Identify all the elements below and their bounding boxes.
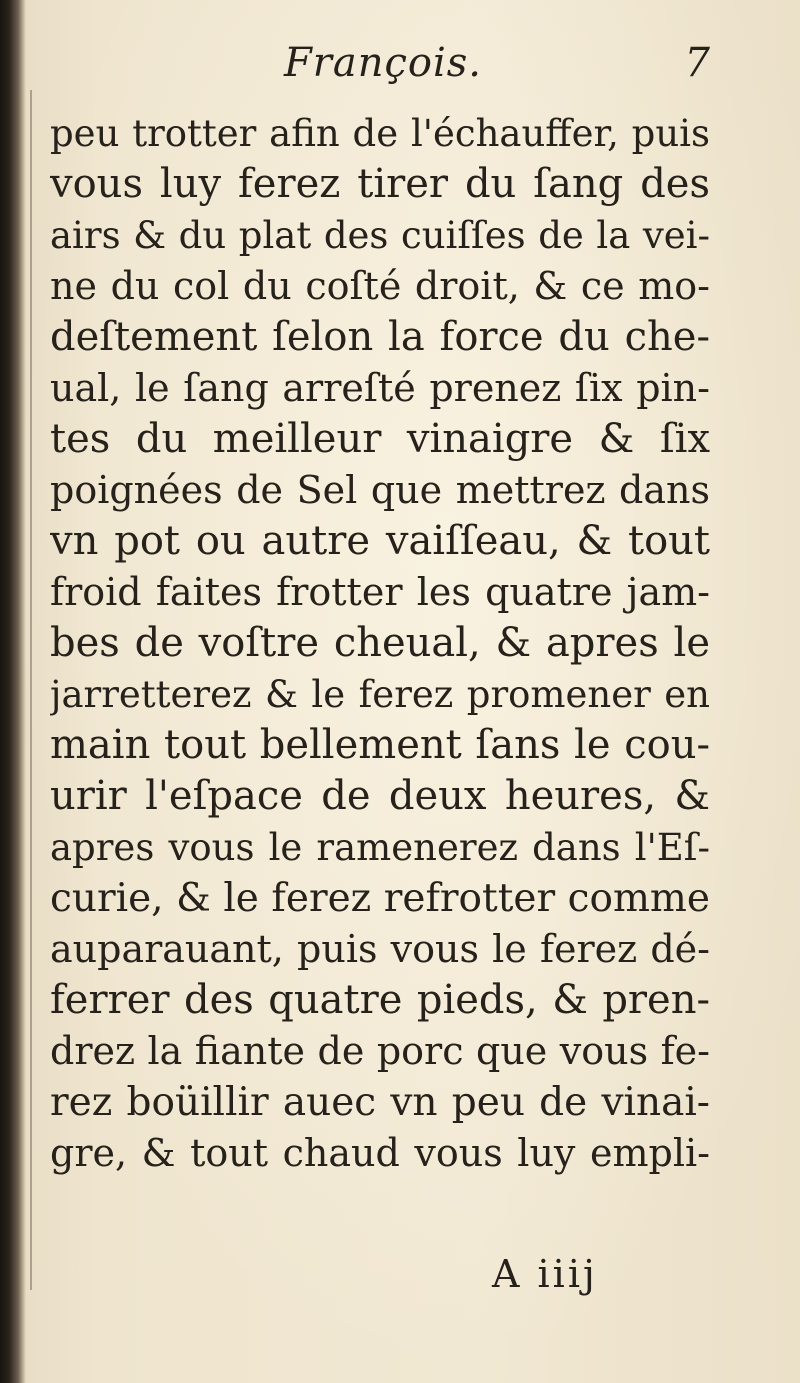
text-line: poignées de Sel que mettrez dans: [50, 468, 710, 512]
body-text: [50, 108, 710, 1179]
text-line: apres vous le ramenerez dans l'Eſ-: [50, 826, 710, 869]
text-line: ne du col du coſté droit, & ce mo-: [50, 264, 710, 308]
text-line: froid faites frotter les quatre jam-: [50, 570, 710, 614]
text-line: bes de voſtre cheual, & apres le: [50, 620, 710, 666]
text-line: ual, le ſang arreſté prenez ſix pin-: [50, 366, 710, 410]
text-line: auparauant, puis vous le ferez dé-: [50, 927, 710, 971]
text-line: ferrer des quatre pieds, & pren-: [50, 977, 710, 1023]
text-line: vn pot ou autre vaiſſeau, & tout: [50, 518, 710, 564]
catchword: A iiij: [492, 1252, 598, 1296]
text-line: gre, & tout chaud vous luy empli-: [50, 1131, 710, 1175]
book-gutter: [0, 0, 26, 1383]
page-number: 7: [684, 40, 710, 86]
text-line: peu trotter afin de l'échauffer, puis: [50, 112, 710, 155]
text-line: jarretterez & le ferez promener en: [50, 673, 710, 716]
text-line: airs & du plat des cuiſſes de la vei-: [50, 214, 710, 257]
text-line: vous luy ferez tirer du ſang des: [50, 161, 710, 207]
text-line: deſtement ſelon la force du che-: [50, 314, 710, 360]
running-head: [50, 40, 710, 100]
text-line: urir l'eſpace de deux heures, &: [50, 773, 710, 819]
text-line: main tout bellement ſans le cou-: [50, 722, 710, 768]
text-line: tes du meilleur vinaigre & ſix: [50, 416, 710, 462]
text-line: rez boüillir auec vn peu de vinai-: [50, 1080, 710, 1125]
running-title: François.: [284, 40, 483, 86]
text-line: drez la fiante de porc que vous fe-: [50, 1029, 710, 1073]
gutter-shadow: [30, 90, 32, 1290]
text-line: curie, & le ferez refrotter comme: [50, 876, 710, 921]
